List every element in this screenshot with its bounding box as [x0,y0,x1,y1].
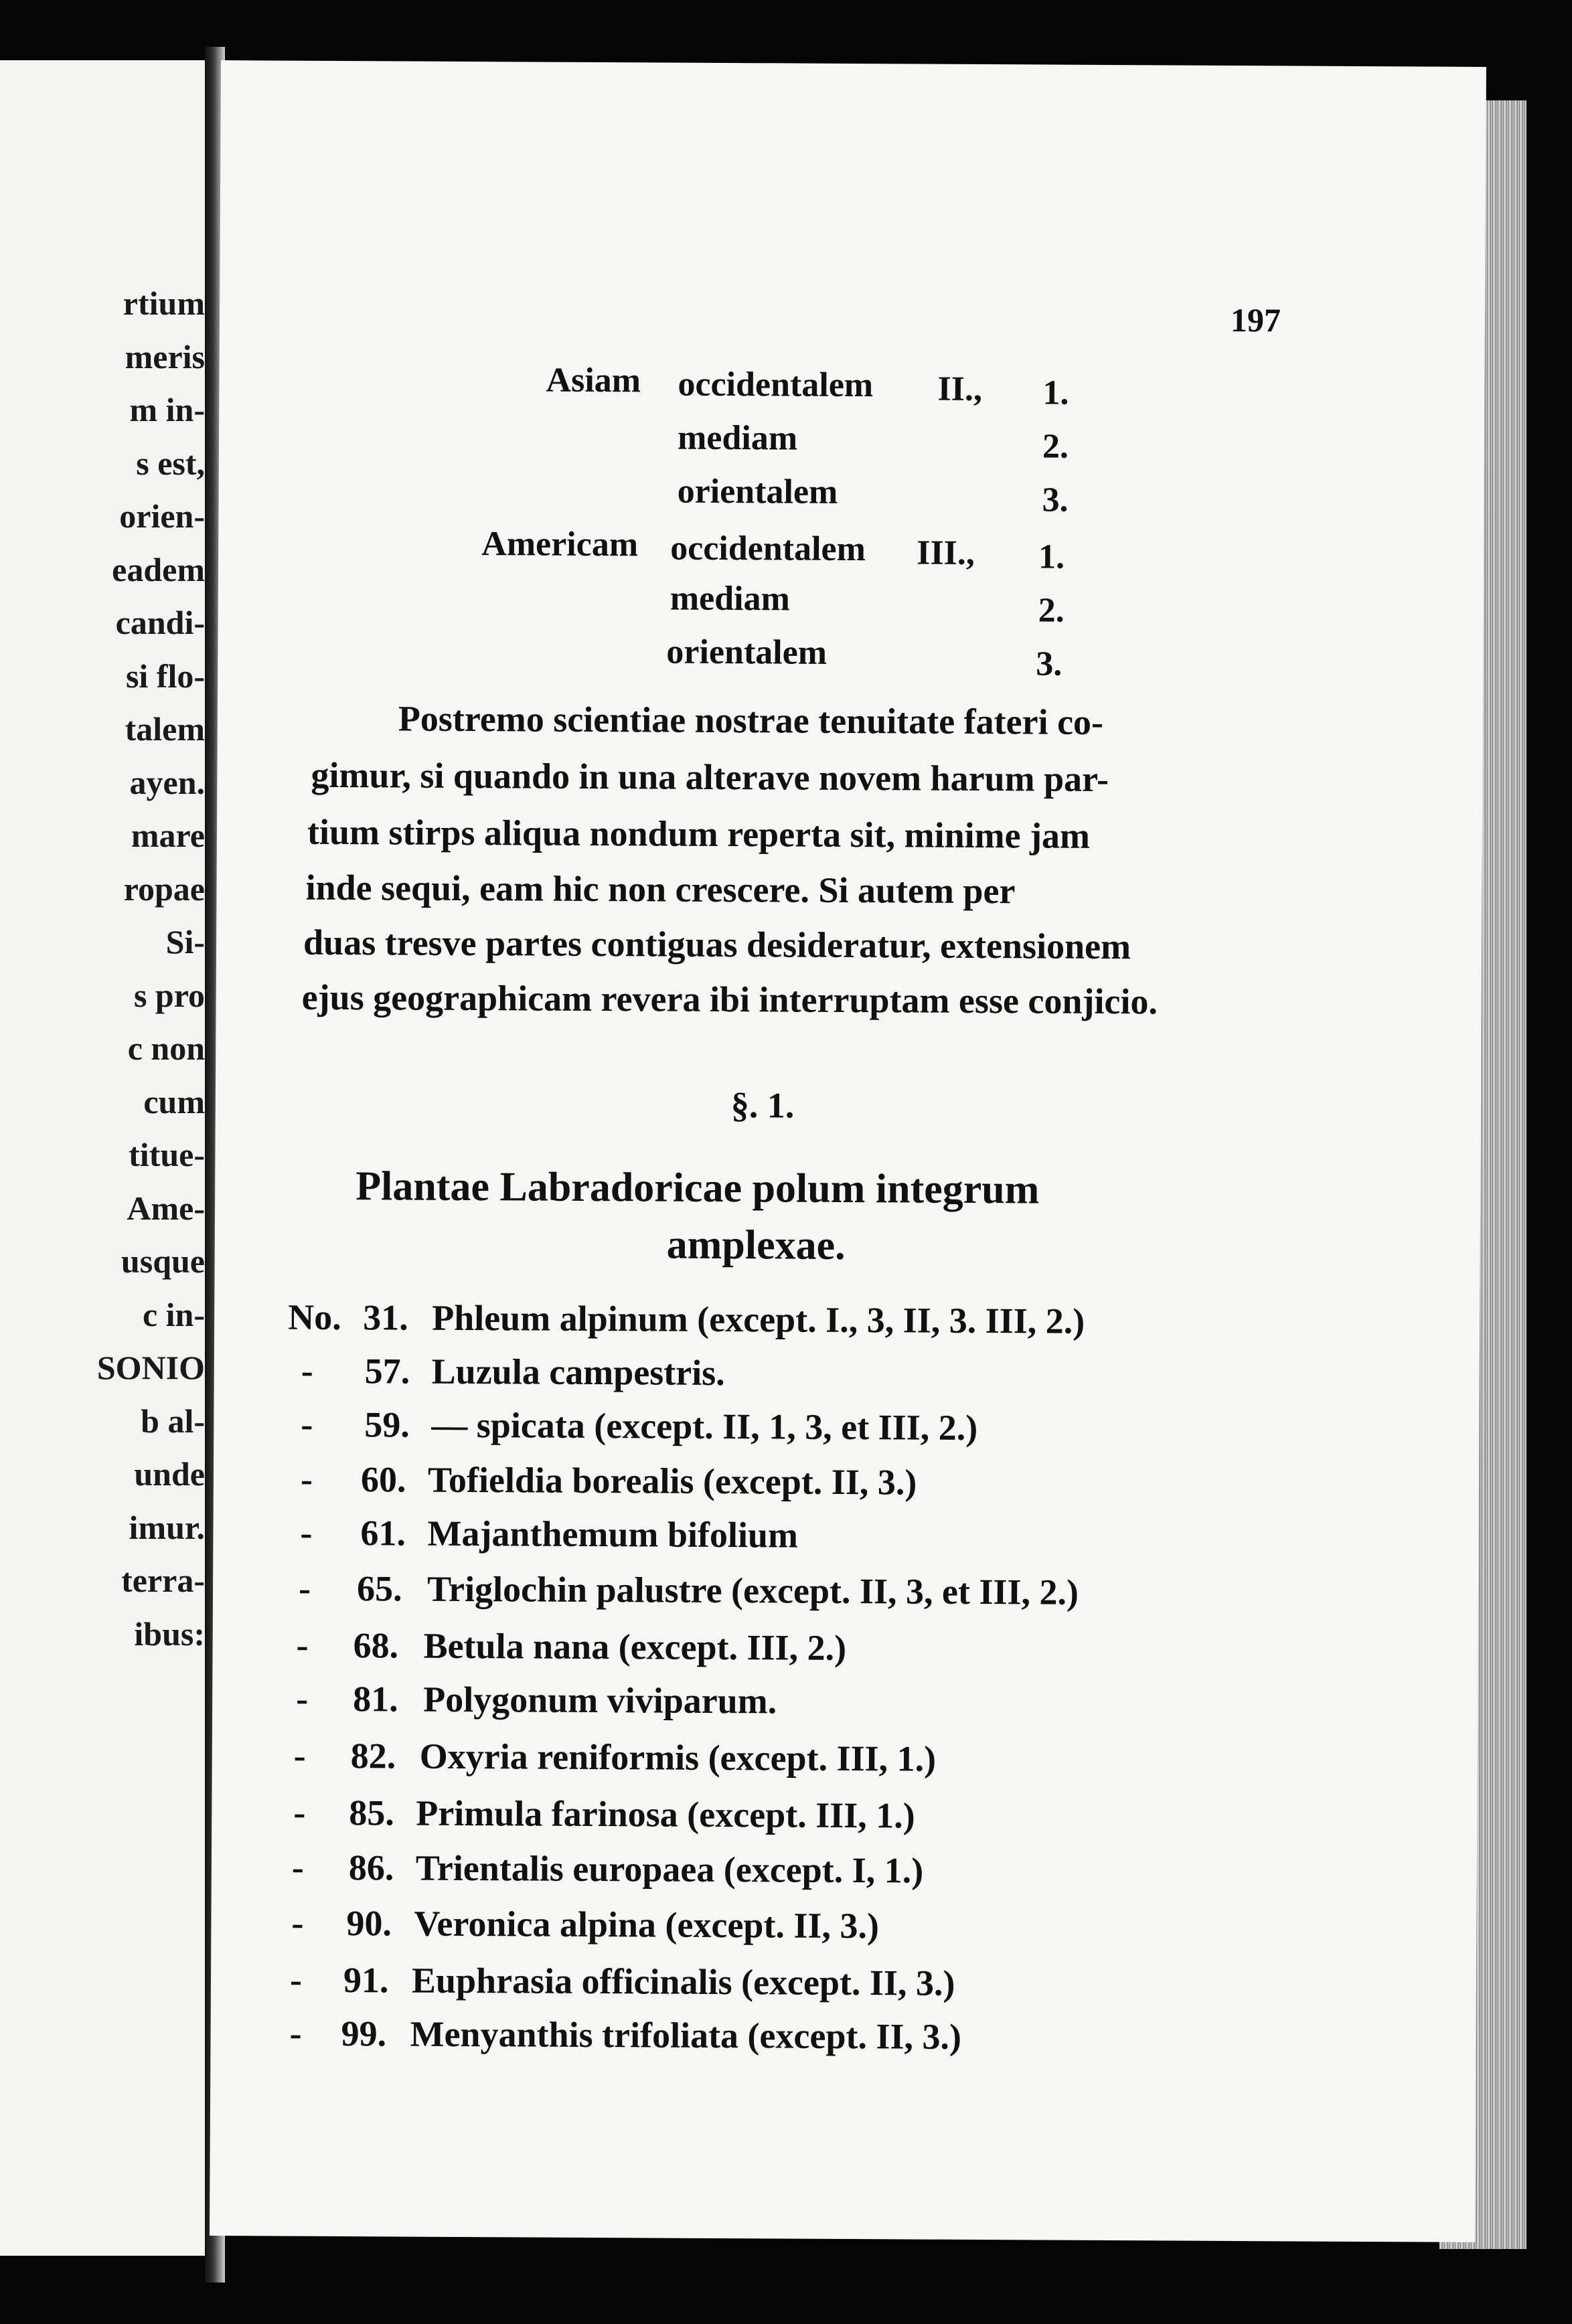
entry-text: Tofieldia borealis (except. II, 3.) [427,1459,917,1503]
section-title-continued: amplexae. [666,1222,846,1268]
left-page-text-fragment: Si- [165,923,205,961]
entry-text: Majanthemum bifolium [427,1513,799,1556]
entry-number: 59. [364,1404,410,1445]
list-item [287,1461,1459,1507]
entry-text: Trientalis europaea (except. I, 1.) [415,1847,924,1891]
list-item [287,1570,1458,1616]
entry-prefix: - [293,1792,306,1833]
entry-prefix: - [301,1404,313,1444]
left-page-text-fragment: SONIO [96,1349,205,1386]
entry-text: — spicata (except. II, 1, 3, et III, 2.) [431,1404,978,1448]
entry-prefix: - [300,1512,313,1553]
region-asia-num: 3. [1042,481,1069,519]
region-asia-num: 1. [1042,374,1069,412]
region-america-part: occidentalem [670,529,866,569]
list-item [285,1849,1457,1896]
left-page-text-fragment: ayen. [129,763,205,801]
region-america-num: 1. [1038,537,1065,576]
list-item [288,1299,1460,1345]
left-page-text-fragment: c non [127,1029,205,1067]
paragraph-line: Postremo scientiae nostrae tenuitate fateri co- [398,698,1104,742]
entry-number: 31. [363,1297,408,1338]
left-page-text-fragment: si flo- [125,657,205,695]
list-item [285,1959,1456,2008]
entry-prefix: - [291,1847,305,1888]
entry-number: 85. [349,1793,394,1833]
entry-number: 61. [360,1513,406,1554]
region-asia-part: occidentalem [678,365,874,405]
entry-text: Luzula campestris. [431,1351,725,1394]
entry-prefix: - [289,2013,302,2054]
left-page-text-fragment: terra- [121,1562,205,1599]
left-page-text-fragment: Ame- [127,1189,205,1227]
left-page-text-fragment: m in- [129,391,205,428]
left-page-text-fragment: titue- [129,1136,205,1173]
entry-prefix: - [291,1902,304,1943]
entry-prefix: - [296,1678,309,1719]
entry-prefix: - [301,1350,313,1391]
list-item [285,1792,1457,1841]
region-america-roman: III., [917,533,975,572]
page [210,60,1486,2242]
region-asia-part: orientalem [677,472,838,511]
region-america-part: mediam [670,579,791,618]
entry-prefix: - [289,1959,303,2000]
entry-text: Phleum alpinum (except. I., 3, II, 3. III, 2.) [432,1297,1085,1341]
list-item [284,2015,1456,2062]
entry-text: Menyanthis trifoliata (except. II, 3.) [410,2013,962,2057]
region-asia-name: Asiam [546,361,641,400]
entry-number: 68. [353,1625,399,1666]
left-page-text-fragment: meris [125,337,205,376]
entry-prefix: - [300,1459,313,1499]
entry-number: 65. [356,1568,402,1609]
entry-text: Triglochin palustre (except. II, 3, et III, 2.) [426,1568,1079,1612]
paragraph-line: gimur, si quando in una alterave novem harum par- [311,754,1109,800]
entry-prefix: No. [288,1297,341,1338]
left-page-text-fragment: ibus: [134,1614,205,1653]
region-america-num: 3. [1036,645,1063,683]
entry-text: Polygonum viviparum. [423,1679,777,1722]
left-page-text-fragment: unde [134,1455,205,1493]
entry-text: Primula farinosa (except. III, 1.) [416,1793,915,1836]
list-item [288,1350,1460,1399]
region-asia-num: 2. [1042,427,1069,466]
entry-text: Veronica alpina (except. II, 3.) [414,1903,880,1946]
region-america-num: 2. [1038,591,1065,630]
entry-number: 57. [364,1351,410,1392]
region-asia-part: mediam [677,418,798,458]
entry-number: 91. [343,1960,389,2001]
region-america-part: orientalem [666,633,828,672]
region-america-name: Americam [481,525,639,564]
list-item [286,1627,1458,1673]
left-page-text-fragment: eadem [112,550,205,588]
list-item [286,1678,1458,1727]
paragraph-line: tium stirps aliqua nondum reperta sit, minime jam [307,811,1091,856]
list-item [285,1902,1456,1951]
paragraph-line: duas tresve partes contiguas desideratur, extensionem [303,922,1131,967]
left-page-text-fragment: b al- [141,1402,205,1440]
entry-text: Euphrasia officinalis (except. II, 3.) [411,1960,955,2003]
entry-text: Betula nana (except. III, 2.) [423,1625,847,1668]
entry-number: 86. [348,1847,394,1888]
entry-number: 81. [353,1679,398,1720]
left-page-text-fragment: talem [125,710,205,748]
entry-prefix: - [298,1568,311,1608]
entry-number: 60. [360,1459,406,1500]
entry-number: 99. [341,2013,387,2054]
left-page-text-fragment: usque [121,1242,205,1280]
left-page-text-fragment: orien- [119,497,205,535]
left-page-text-fragment: c in- [142,1295,205,1333]
left-page-text-fragment: rtium [123,284,205,322]
left-page-text-fragment: cum [143,1082,205,1120]
left-page-text-fragment: imur. [129,1508,205,1546]
section-mark: §. 1. [730,1085,795,1126]
entry-prefix: - [296,1625,309,1665]
left-page-text-fragment: ropae [123,869,205,908]
left-page-text-fragment: s est, [136,444,205,482]
list-item [287,1512,1458,1561]
entry-number: 82. [350,1736,396,1776]
list-item [286,1735,1458,1784]
entry-number: 90. [346,1903,392,1944]
left-page-text-fragment: mare [131,817,205,854]
list-item [287,1406,1459,1452]
left-page-text-fragment: candi- [115,604,205,641]
paragraph-line: inde sequi, eam hic non crescere. Si autem per [305,867,1016,912]
left-page-text-fragment: s pro [133,976,205,1014]
paragraph-line: ejus geographicam revera ibi interruptam esse conjicio. [301,977,1158,1022]
entry-prefix: - [293,1735,306,1776]
region-asia-roman: II., [937,369,983,409]
left-page-fragment [0,60,205,2256]
entry-text: Oxyria reniformis (except. III, 1.) [419,1736,937,1779]
page-number: 197 [1230,301,1281,339]
section-title: Plantae Labradoricae polum integrum [356,1163,1040,1213]
